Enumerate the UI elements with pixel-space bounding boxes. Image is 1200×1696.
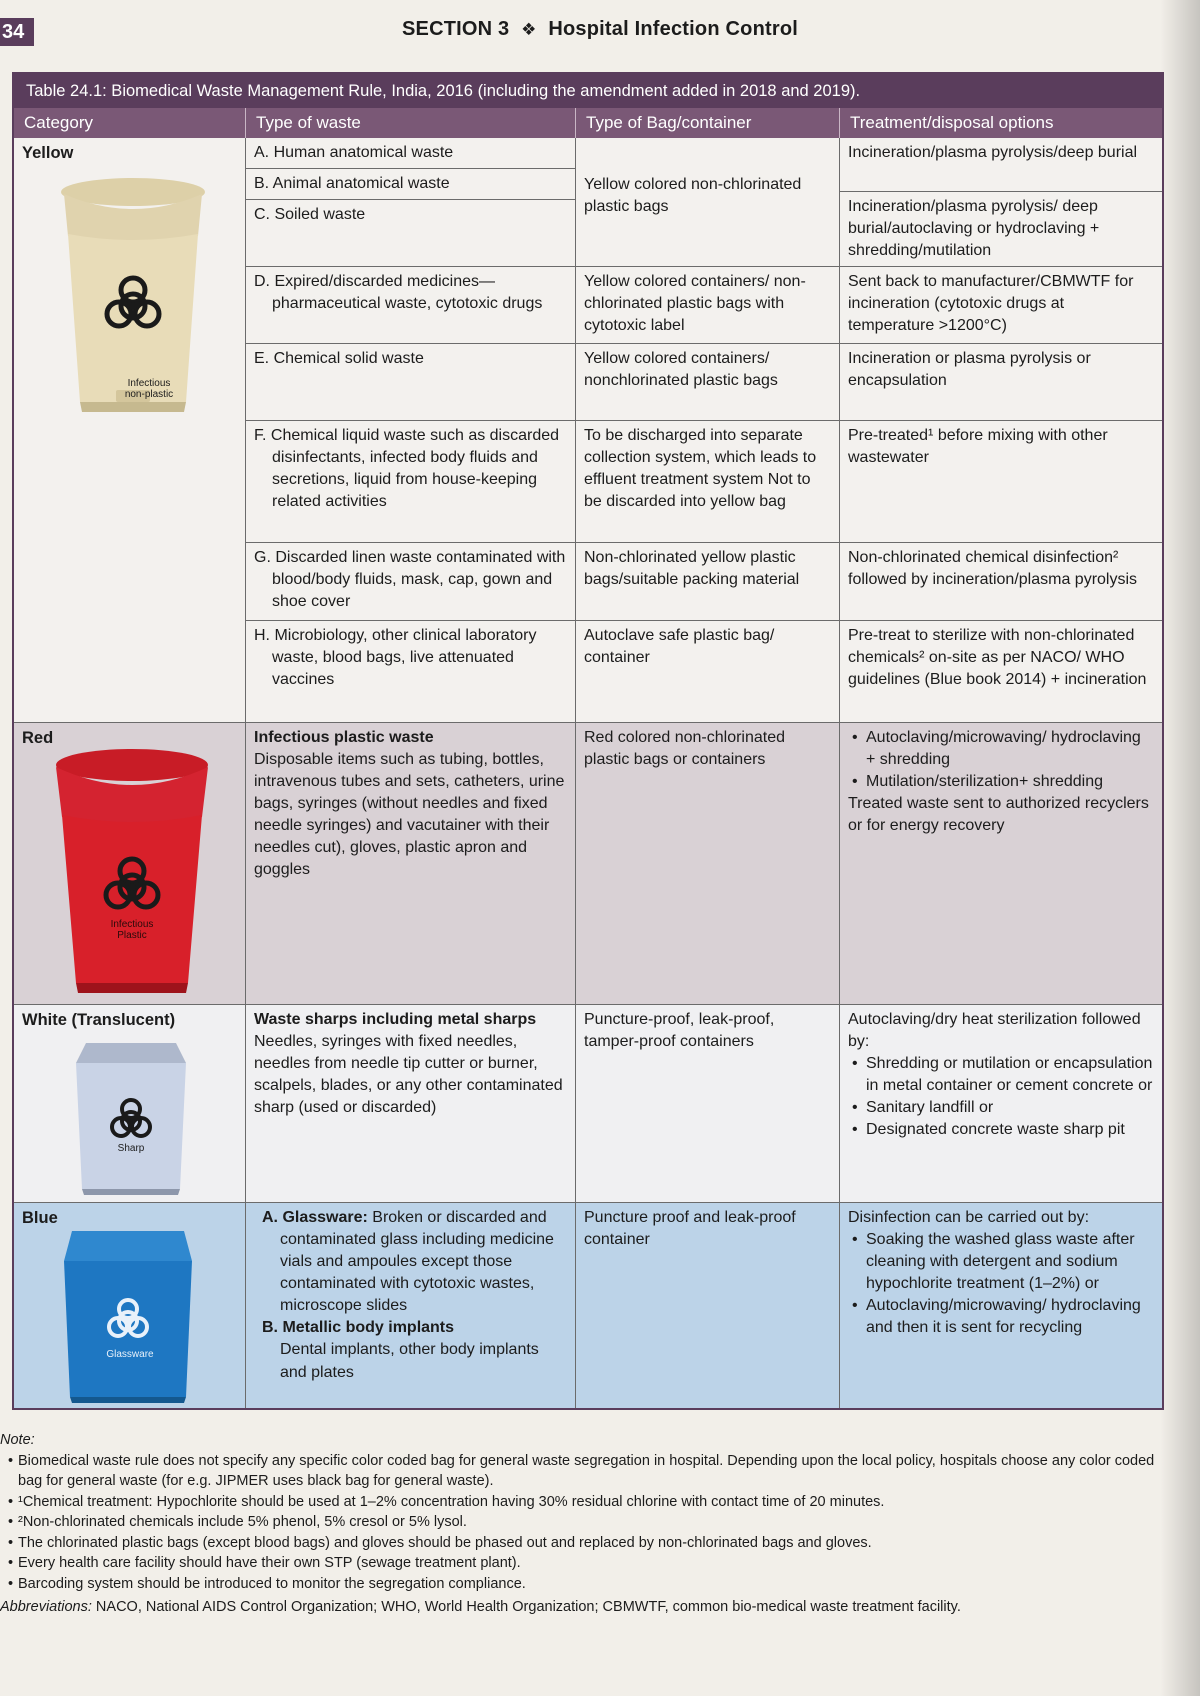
page-number: 34 <box>0 18 34 46</box>
blue-bin-icon <box>58 1221 198 1405</box>
category-yellow <box>14 138 246 722</box>
category-label: Yellow <box>22 144 74 162</box>
waste-white <box>246 1005 576 1202</box>
header-category: Category <box>14 108 246 138</box>
abbreviations <box>0 1597 1180 1618</box>
waste-blue <box>246 1203 576 1408</box>
waste-e: E. Chemical solid waste <box>246 344 576 420</box>
list-item: • Autoclaving/microwaving/ hydroclaving and then it is sent for recycling <box>848 1295 1154 1339</box>
category-label: Blue <box>22 1209 58 1227</box>
bag-red: Red colored non-chlorinated plastic bags or containers <box>576 723 840 1004</box>
category-red <box>14 723 246 1004</box>
waste-body: Disposable items such as tubing, bottles, intravenous tubes and sets, catheters, urine bags, syringes (without needles and fixed needle syringes) and vacutainer with their needles cut), gloves, plastic apron and goggles <box>254 751 565 879</box>
notes-list <box>0 1451 1180 1595</box>
treat-ab: Incineration/plasma pyrolysis/deep burial <box>840 138 1162 192</box>
table-row-white <box>246 1005 1162 1202</box>
abbreviations-text: NACO, National AIDS Control Organization; WHO, World Health Organization; CBMWTF, common bio-medical waste treatment facility. <box>95 1598 961 1615</box>
treat-d: Sent back to manufacturer/CBMWTF for incineration (cytotoxic drugs at temperature >1200°C) <box>848 273 1134 335</box>
abbreviations-label: Abbreviations: <box>0 1598 92 1615</box>
treat-list <box>848 1229 1154 1339</box>
group-white <box>14 1004 1162 1202</box>
bin-label-white: Sharp <box>117 1143 145 1154</box>
bag-h: Autoclave safe plastic bag/ container <box>576 621 840 722</box>
list-item: • Autoclaving/microwaving/ hydroclaving + shredding <box>848 727 1154 771</box>
category-white <box>14 1005 246 1202</box>
treat-abc <box>840 138 1162 266</box>
bag-d: Yellow colored containers/ non-chlorinated plastic bags with cytotoxic label <box>576 267 840 343</box>
waste-title: Infectious plastic waste <box>254 729 434 746</box>
red-bin-icon <box>52 747 212 995</box>
bin-label-red <box>102 919 162 941</box>
bin-label-line-1: Infectious <box>110 919 154 930</box>
bin-label-line-1: Infectious <box>127 378 171 389</box>
waste-a: A. Human anatomical waste <box>246 138 575 169</box>
header-treatment: Treatment/disposal options <box>850 113 1054 132</box>
waste-table <box>12 72 1164 1410</box>
treat-blue <box>840 1203 1162 1408</box>
bag-abc: Yellow colored non-chlorinated plastic bags <box>576 138 840 266</box>
treat-white <box>840 1005 1162 1202</box>
waste-b-implants <box>254 1317 567 1383</box>
white-bin-icon <box>66 1035 196 1197</box>
header-bag-container: Type of Bag/container <box>576 108 840 138</box>
bin-label-blue: Glassware <box>106 1349 154 1360</box>
header-type-of-waste: Type of waste <box>246 108 576 138</box>
table-row-d <box>246 266 1162 343</box>
waste-h: H. Microbiology, other clinical laboratory waste, blood bags, live attenuated vaccines <box>246 621 576 722</box>
waste-red <box>246 723 576 1004</box>
table-row-blue <box>246 1203 1162 1408</box>
waste-f: F. Chemical liquid waste such as discarded disinfectants, infected body fluids and secretions, liquid from house-keeping related activities <box>246 421 576 542</box>
bin-label-line-2: non-plastic <box>124 389 174 400</box>
treat-tail: Treated waste sent to authorized recyclers or for energy recovery <box>848 795 1149 835</box>
list-item: • ²Non-chlorinated chemicals include 5% phenol, 5% cresol or 5% lysol. <box>8 1512 1180 1533</box>
bin-label-line-2: Plastic <box>117 930 147 941</box>
table-row-g <box>246 542 1162 620</box>
bag-e: Yellow colored containers/ nonchlorinated plastic bags <box>576 344 840 420</box>
table-row-abc <box>246 138 1162 266</box>
diamond-icon: ❖ <box>521 20 537 39</box>
chapter-title: Hospital Infection Control <box>548 18 799 40</box>
table-header-row <box>14 108 1162 138</box>
waste-a-glassware <box>254 1207 567 1317</box>
bag-f: To be discharged into separate collection system, which leads to effluent treatment system Not to be discarded into yellow bag <box>576 421 840 542</box>
notes-label: Note: <box>0 1432 35 1448</box>
treat-list <box>848 727 1154 793</box>
red-rows <box>246 723 1162 1004</box>
treat-e: Incineration or plasma pyrolysis or encapsulation <box>848 350 1091 390</box>
list-item: • Soaking the washed glass waste after cleaning with detergent and sodium hypochlorite treatment (1–2%) or <box>848 1229 1154 1295</box>
list-item: • Barcoding system should be introduced to monitor the segregation compliance. <box>8 1574 1180 1595</box>
category-label: Red <box>22 729 54 747</box>
list-item: • The chlorinated plastic bags (except blood bags) and gloves should be phased out and replaced by non-chlorinated bags and gloves. <box>8 1533 1180 1554</box>
table-row-h <box>246 620 1162 722</box>
treat-list <box>848 1053 1154 1141</box>
running-head <box>402 18 798 41</box>
treat-intro: Autoclaving/dry heat sterilization followed by: <box>848 1011 1141 1051</box>
treat-g: Non-chlorinated chemical disinfection² followed by incineration/plasma pyrolysis <box>848 549 1138 589</box>
list-item: • Sanitary landfill or <box>848 1097 1154 1119</box>
waste-body: Needles, syringes with fixed needles, needles from needle tip cutter or burner, scalpels, blades, or any other contaminated sharp (used or discarded) <box>254 1033 563 1117</box>
category-label: White (Translucent) <box>22 1011 176 1029</box>
group-blue <box>14 1202 1162 1408</box>
bag-g: Non-chlorinated yellow plastic bags/suitable packing material <box>576 543 840 620</box>
white-rows <box>246 1005 1162 1202</box>
waste-d: D. Expired/discarded medicines—pharmaceutical waste, cytotoxic drugs <box>246 267 576 343</box>
category-blue <box>14 1203 246 1408</box>
treat-intro: Disinfection can be carried out by: <box>848 1209 1090 1226</box>
blue-rows <box>246 1203 1162 1408</box>
list-item: • Designated concrete waste sharp pit <box>848 1119 1154 1141</box>
list-item: • Every health care facility should have their own STP (sewage treatment plant). <box>8 1553 1180 1574</box>
table-caption: Table 24.1: Biomedical Waste Management Rule, India, 2016 (including the amendment added in 2018 and 2019). <box>14 74 1162 108</box>
treat-c: Incineration/plasma pyrolysis/ deep burial/autoclaving or hydroclaving + shredding/mutilation <box>848 197 1100 259</box>
waste-a-body: Broken or discarded and contaminated glass including medicine vials and ampoules except those contaminated with cytotoxic wastes, microscope slides <box>280 1209 554 1315</box>
treat-f: Pre-treated¹ before mixing with other wastewater <box>848 427 1108 467</box>
table-row-e <box>246 343 1162 420</box>
list-item: • Shredding or mutilation or encapsulation in metal container or cement concrete or <box>848 1053 1154 1097</box>
yellow-rows <box>246 138 1162 722</box>
table-row-f <box>246 420 1162 542</box>
group-red <box>14 722 1162 1004</box>
waste-g: G. Discarded linen waste contaminated with blood/body fluids, mask, cap, gown and shoe cover <box>246 543 576 620</box>
waste-title: Waste sharps including metal sharps <box>254 1011 537 1028</box>
list-item: • Mutilation/sterilization+ shredding <box>848 771 1154 793</box>
waste-b: B. Animal anatomical waste <box>246 169 575 200</box>
bin-label-yellow <box>114 378 184 400</box>
section-label: SECTION 3 <box>402 18 510 40</box>
treat-red <box>840 723 1162 1004</box>
waste-b-label: B. Metallic body implants <box>262 1319 455 1337</box>
group-yellow <box>14 138 1162 722</box>
treat-h: Pre-treat to sterilize with non-chlorinated chemicals² on-site as per NACO/ WHO guidelines (Blue book 2014) + incineration <box>848 627 1147 689</box>
bag-blue: Puncture proof and leak-proof container <box>576 1203 840 1408</box>
waste-b-body: Dental implants, other body implants and plates <box>280 1341 539 1381</box>
waste-a-label: A. Glassware: <box>262 1209 368 1226</box>
waste-abc <box>246 138 576 266</box>
notes-section <box>0 1430 1180 1617</box>
table-row-red <box>246 723 1162 1004</box>
list-item: • ¹Chemical treatment: Hypochlorite should be used at 1–2% concentration having 30% residual chlorine with contact time of 20 minutes. <box>8 1492 1180 1513</box>
waste-c: C. Soiled waste <box>254 206 366 223</box>
list-item: • Biomedical waste rule does not specify any specific color coded bag for general waste segregation in hospital. Depending upon the local policy, hospitals choose any color coded bag for general waste (for e.g. JIPMER uses black bag for general waste). <box>8 1451 1180 1492</box>
bag-white: Puncture-proof, leak-proof, tamper-proof containers <box>576 1005 840 1202</box>
